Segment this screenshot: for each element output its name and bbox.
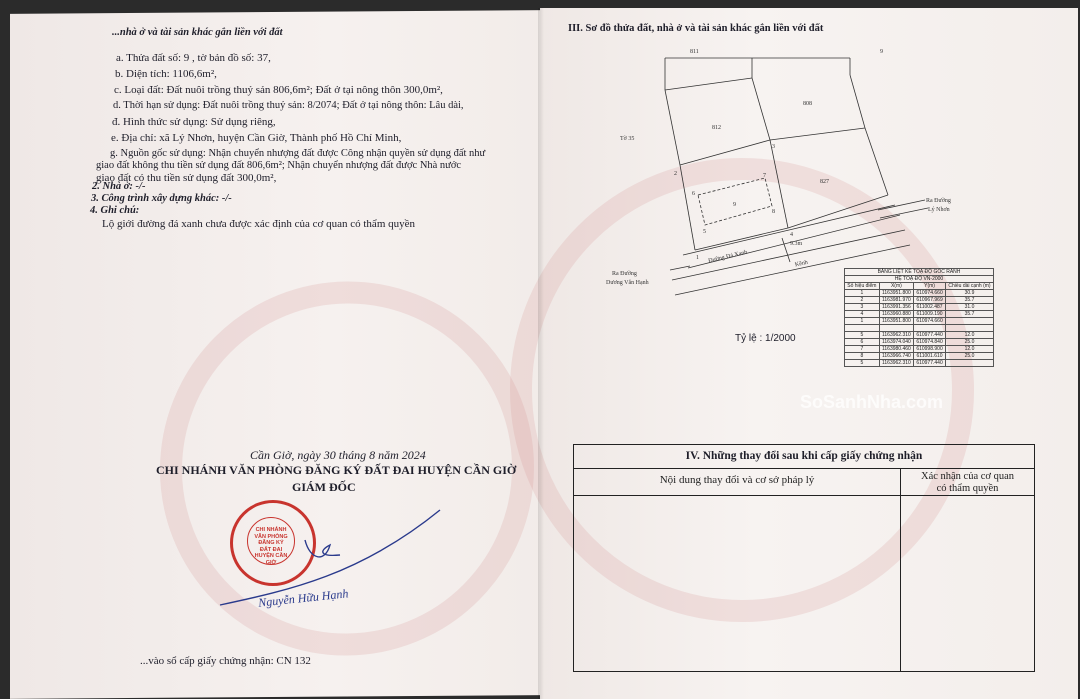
label-road: Đường Đá Xanh [707,249,748,265]
cell: 1163951.800 [879,290,913,297]
cell: 30.9 [945,290,993,297]
line-dd: đ. Hình thức sử dụng: Sử dụng riêng, [112,116,276,128]
cell: 610974.660 [914,290,946,297]
entry-number: ...vào sổ cấp giấy chứng nhận: CN 132 [140,655,311,667]
label-827: 827 [820,179,829,185]
left-header: ...nhà ở và tài sản khác gắn liền với đất [112,27,283,38]
cell: 611002.487 [914,304,946,311]
cell: 5 [845,360,880,367]
coord-header-y: Y(m) [914,283,946,290]
cell: 25.0 [945,353,993,360]
changes-title: IV. Những thay đổi sau khi cấp giấy chứng nhận [574,445,1034,469]
cell: 610998.900 [914,346,946,353]
cell: 610967.969 [914,297,946,304]
line-g3: giao đất có thu tiền sử dụng đất 300,0m², [96,172,277,184]
cell: 12.0 [945,332,993,339]
line-c: c. Loại đất: Đất nuôi trồng thuỷ sản 806,6m²; Đất ở tại nông thôn 300,0m², [114,84,443,96]
changes-table [573,444,1035,672]
signer-name: Nguyễn Hữu Hạnh [257,586,350,610]
cell: 3 [845,304,880,311]
line-e: e. Địa chỉ: xã Lý Nhơn, huyện Cần Giờ, Thành phố Hồ Chí Minh, [111,132,402,144]
seal-text: CHI NHÁNH VĂN PHÒNG ĐĂNG KÝ ĐẤT ĐAI HUYỆN CẦN GIỜ [254,527,288,566]
cell: 4 [845,311,880,318]
coord-row [845,360,994,367]
cell: 1 [845,318,880,325]
point-7: 7 [763,173,766,179]
cell [845,325,880,332]
cell [914,325,946,332]
point-1: 1 [696,255,699,261]
changes-col2-line2: có thẩm quyền [936,483,999,494]
point-2: 2 [674,171,677,177]
coord-row [845,297,994,304]
section-construction: 3. Công trình xây dựng khác: -/- [91,193,232,204]
cell: 7 [845,346,880,353]
coord-row [845,325,994,332]
label-sheet-35: Tờ 35 [620,136,635,142]
coord-row [845,332,994,339]
cell: 1163960.880 [879,311,913,318]
coord-table-title: BẢNG LIỆT KÊ TOẠ ĐỘ GÓC RANH [845,269,994,276]
cell: 1163980.460 [879,346,913,353]
cell: 1163991.356 [879,304,913,311]
cell: 1163974.040 [879,339,913,346]
changes-col1-label: Nội dung thay đổi và cơ sở pháp lý [659,474,815,486]
line-g2: giao đất không thu tiền sử dụng đất 806,6m²; Nhận chuyển nhượng đất được Nhà nước [96,160,462,171]
cell: 2 [845,297,880,304]
director-title: GIÁM ĐỐC [292,480,356,494]
cell: 1163962.310 [879,332,913,339]
cell: 31.0 [945,304,993,311]
cell: 610977.440 [914,332,946,339]
point-8: 8 [772,209,775,215]
changes-col2-line1: Xác nhận của cơ quan [920,471,1014,482]
label-road-width: 9.3m [790,241,803,247]
cell: 5 [845,332,880,339]
cell: 610974.840 [914,339,946,346]
cell [879,325,913,332]
point-3: 3 [772,144,775,150]
point-6: 6 [692,191,695,197]
label-812: 812 [712,125,721,131]
cell: 6 [845,339,880,346]
line-d: d. Thời hạn sử dụng: Đất nuôi trồng thuỷ sản: 8/2074; Đất ở tại nông thôn: Lâu dài, [113,100,464,111]
plan-section-title: III. Sơ đồ thửa đất, nhà ở và tài sản khác gắn liền với đất [568,23,824,34]
cell: 35.7 [945,311,993,318]
cell: 35.7 [945,297,993,304]
coordinate-table [844,268,994,367]
cell [945,325,993,332]
cell: 25.0 [945,339,993,346]
coord-row [845,346,994,353]
cell: 611001.610 [914,353,946,360]
cell: 1 [845,290,880,297]
section-notes: 4. Ghi chú: [90,205,140,216]
label-811: 811 [690,49,699,55]
label-top-9: 9 [880,49,883,55]
label-parcel-9: 9 [733,202,736,208]
coord-header-length: Chiều dài cạnh (m) [945,283,993,290]
label-to-ly-nhon-1: Ra Đường [926,198,951,204]
label-to-ly-nhon-2: Lý Nhơn [928,207,950,213]
cell [945,318,993,325]
cell: 1163966.740 [879,353,913,360]
scale-label: Tỷ lệ : 1/2000 [735,333,796,344]
cell: 8 [845,353,880,360]
coord-row [845,311,994,318]
cell [945,360,993,367]
watermark-logo: SoSanhNha.com [800,392,944,412]
cell: 611009.190 [914,311,946,318]
changes-col2-label [901,471,1034,495]
cell: 1163951.800 [879,318,913,325]
point-4: 4 [790,232,793,238]
changes-col-content [574,469,901,671]
changes-header-row [574,469,1034,496]
cell: 610977.440 [914,360,946,367]
coord-header-x: X(m) [879,283,913,290]
label-to-dvh-2: Dương Văn Hạnh [606,280,649,286]
date-line: Cần Giờ, ngày 30 tháng 8 năm 2024 [250,448,426,462]
label-808: 808 [803,101,812,107]
cell: 610974.660 [914,318,946,325]
cell: 1163981.970 [879,297,913,304]
line-g: g. Nguồn gốc sử dụng: Nhận chuyển nhượng đất được Công nhận quyền sử dụng đất như [110,148,486,159]
label-to-dvh-1: Ra Đường [612,271,637,277]
label-canal: Kênh [794,259,809,269]
cell: 1163962.310 [879,360,913,367]
coord-row [845,304,994,311]
line-b: b. Diện tích: 1106,6m², [115,68,217,80]
coord-row [845,290,994,297]
section-house: 2. Nhà ở: -/- [92,181,146,192]
coord-row [845,318,994,325]
line-a: a. Thửa đất số: 9 , tờ bản đồ số: 37, [116,52,271,64]
note-text: Lộ giới đường đá xanh chưa được xác định của cơ quan có thẩm quyền [102,218,416,230]
point-5: 5 [703,229,706,235]
coord-row [845,339,994,346]
coord-row [845,353,994,360]
cell: 12.0 [945,346,993,353]
coord-table-subtitle: HỆ TOẠ ĐỘ VN-2000 [845,276,994,283]
coord-header-point: Số hiệu điểm [845,283,880,290]
office-name: CHI NHÁNH VĂN PHÒNG ĐĂNG KÝ ĐẤT ĐAI HUYỆN CẦN GIỜ [156,463,517,477]
